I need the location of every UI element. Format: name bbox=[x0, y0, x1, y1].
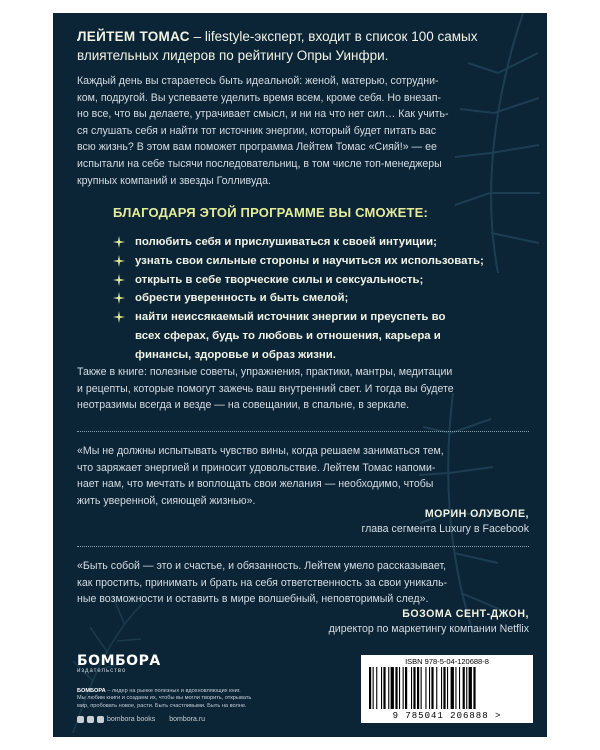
benefit-text: открыть в себе творческие силы и сексуальность; bbox=[135, 273, 424, 286]
benefits-heading: БЛАГОДАРЯ ЭТОЙ ПРОГРАММЕ ВЫ СМОЖЕТЕ: bbox=[113, 205, 429, 220]
author-intro-name: ЛЕЙТЕМ ТОМАС bbox=[77, 29, 190, 44]
author-intro bbox=[77, 27, 529, 65]
book-back-cover bbox=[53, 13, 547, 737]
barcode-bar bbox=[417, 667, 419, 709]
barcode-bar bbox=[413, 667, 415, 709]
quote-line: «Быть собой — это и счастье, и обязанность. Лейтем умело рассказывает, bbox=[77, 560, 447, 572]
barcode-bar bbox=[391, 667, 394, 709]
benefit-item bbox=[113, 289, 527, 308]
benefit-text: обрести уверенность и быть смелой; bbox=[135, 292, 349, 305]
barcode-bar bbox=[383, 667, 385, 709]
barcode-bar bbox=[425, 667, 426, 709]
ean-digits: 9 785041 206888 > bbox=[392, 711, 502, 721]
barcode-bars bbox=[369, 667, 525, 709]
also-in-book-line: и рецепты, которые помогут зажечь ваш внутренний свет. И тогда вы будете bbox=[77, 382, 454, 395]
description-line: крупных компаний и звезды Голливуда. bbox=[77, 174, 271, 187]
quote-line: что заряжает энергией и приносит удовольствие. Лейтем Томас напоми- bbox=[77, 461, 436, 474]
barcode-bar bbox=[447, 667, 448, 709]
author-intro-text: – lifestyle-эксперт, входит в список 100 самых bbox=[189, 29, 478, 44]
barcode-bar bbox=[405, 667, 407, 709]
barcode-bar bbox=[411, 667, 412, 709]
barcode-bar bbox=[373, 667, 374, 709]
barcode-bar bbox=[469, 667, 472, 709]
quote-line: жить уверенной, сияющей жизнью». bbox=[77, 494, 256, 507]
isbn-text: ISBN 978-5-04-120688-8 bbox=[405, 657, 489, 666]
benefit-item bbox=[113, 252, 527, 271]
also-in-book-line: неотразимы всегда и везде — на совещании, в спальне, в зеркале. bbox=[77, 399, 410, 412]
quote-line: как простить, принимать и брать на себя ответственность за свои уникаль- bbox=[77, 576, 448, 589]
website-link: bombora.ru bbox=[169, 716, 206, 723]
barcode-bar bbox=[431, 667, 433, 709]
barcode-bar bbox=[466, 667, 467, 709]
description-line: но все, что вы делаете, утрачивает смысл, и ни на что нет сил… Как учить- bbox=[77, 108, 449, 121]
publisher-logo-subtitle: издательство bbox=[77, 668, 127, 674]
instagram-icon bbox=[87, 716, 94, 723]
quote-line: ные возможности и оставить в мире волшебный, неповторимый след». bbox=[77, 593, 429, 605]
dotted-divider bbox=[77, 431, 529, 432]
benefits-list bbox=[113, 233, 527, 365]
benefit-item bbox=[113, 233, 527, 252]
publisher-blurb bbox=[77, 688, 297, 710]
author-role: директор по маркетингу компании Netflix bbox=[328, 623, 529, 635]
barcode-bar bbox=[369, 667, 371, 709]
sparkle-icon bbox=[113, 274, 125, 286]
telegram-icon bbox=[97, 716, 104, 723]
barcode-bar bbox=[463, 667, 465, 709]
sparkle-icon bbox=[113, 311, 125, 323]
description-paragraph bbox=[77, 73, 529, 189]
barcode-bar bbox=[388, 667, 389, 709]
barcode-bar bbox=[403, 667, 404, 709]
benefit-text: финансы, здоровье и образ жизни. bbox=[135, 348, 336, 361]
benefit-item bbox=[113, 271, 527, 290]
barcode-bar bbox=[429, 667, 430, 709]
publisher-blurb-text: – лидер на рынке полезных и вдохновляющих книг. bbox=[105, 688, 241, 694]
author-role: глава сегмента Luxury в Facebook bbox=[361, 523, 529, 535]
description-line: ся слушать себя и найти тот источник энергии, который будет питать вас bbox=[77, 124, 437, 137]
author-name: МОРИН ОЛУВОЛЕ, bbox=[424, 508, 529, 520]
benefit-text: узнать свои сильные стороны и научиться их использовать; bbox=[135, 254, 484, 267]
description-line: ком, подругой. Вы успеваете уделить время всем, кроме себя. Но внезап- bbox=[77, 91, 442, 104]
barcode-bar bbox=[459, 667, 460, 709]
publisher-blurb-text: Мы любим книги и создаем их, чтобы вы могли творить, открывать bbox=[77, 695, 252, 702]
social-links bbox=[77, 716, 205, 723]
benefit-text: найти неиссякаемый источник энергии и преуспеть во bbox=[135, 311, 446, 324]
description-line: испытали на себе тысячи последовательниц, в том числе топ-менеджеры bbox=[77, 157, 442, 170]
barcode-bar bbox=[436, 667, 437, 709]
description-line: всю жизнь? В этом вам поможет программа Лейтем Томас «Сияй!» — ее bbox=[77, 141, 437, 154]
barcode-bar bbox=[395, 667, 397, 709]
barcode-bar bbox=[399, 667, 400, 709]
also-in-book-line: Также в книге: полезные советы, упражнения, практики, мантры, медитации bbox=[77, 366, 453, 378]
quote-line: «Мы не должны испытывать чувство вины, когда решаем заниматься тем, bbox=[77, 445, 444, 457]
barcode-bar bbox=[455, 667, 456, 709]
sparkle-icon bbox=[113, 292, 125, 304]
publisher-logo bbox=[77, 653, 161, 674]
barcode-bar bbox=[441, 667, 442, 709]
quote-line: нает нам, что мечтать и воплощать свои желания — необходимо, чтобы bbox=[77, 478, 434, 490]
publisher-blurb-text: мир, пробовать новое, расти. Быть счастливыми. Быть на волне. bbox=[77, 702, 247, 709]
publisher-logo-brand: БОМБОРА bbox=[77, 653, 161, 669]
testimonial-author bbox=[361, 507, 529, 537]
benefit-text: полюбить себя и прислушиваться к своей интуиции; bbox=[135, 236, 437, 248]
barcode-bar bbox=[376, 667, 377, 709]
sparkle-icon bbox=[113, 255, 125, 267]
barcode-bar bbox=[381, 667, 382, 709]
social-handle: bombora books bbox=[107, 716, 156, 723]
barcode-bar bbox=[473, 667, 475, 709]
author-name: БОЗОМА СЕНТ-ДЖОН, bbox=[402, 608, 529, 620]
testimonial-quote bbox=[77, 558, 529, 608]
description-line: Каждый день вы стараетесь быть идеальной: женой, матерью, сотрудни- bbox=[77, 75, 439, 87]
testimonial-author bbox=[329, 607, 529, 637]
testimonial-quote bbox=[77, 443, 529, 509]
sparkle-icon bbox=[113, 236, 125, 248]
vk-icon bbox=[77, 716, 84, 723]
barcode-bar bbox=[421, 667, 422, 709]
also-in-book-paragraph bbox=[77, 364, 529, 414]
barcode bbox=[361, 655, 533, 723]
benefit-text: всех сферах, будь то любовь и отношения, карьера и bbox=[135, 329, 441, 342]
barcode-bar bbox=[451, 667, 454, 709]
benefit-item bbox=[113, 308, 527, 364]
barcode-bar bbox=[443, 667, 445, 709]
author-intro-text-line2: влиятельных лидеров по рейтингу Опры Уинфри. bbox=[77, 48, 389, 63]
dotted-divider bbox=[77, 546, 529, 547]
publisher-blurb-brand: БОМБОРА bbox=[77, 688, 106, 694]
